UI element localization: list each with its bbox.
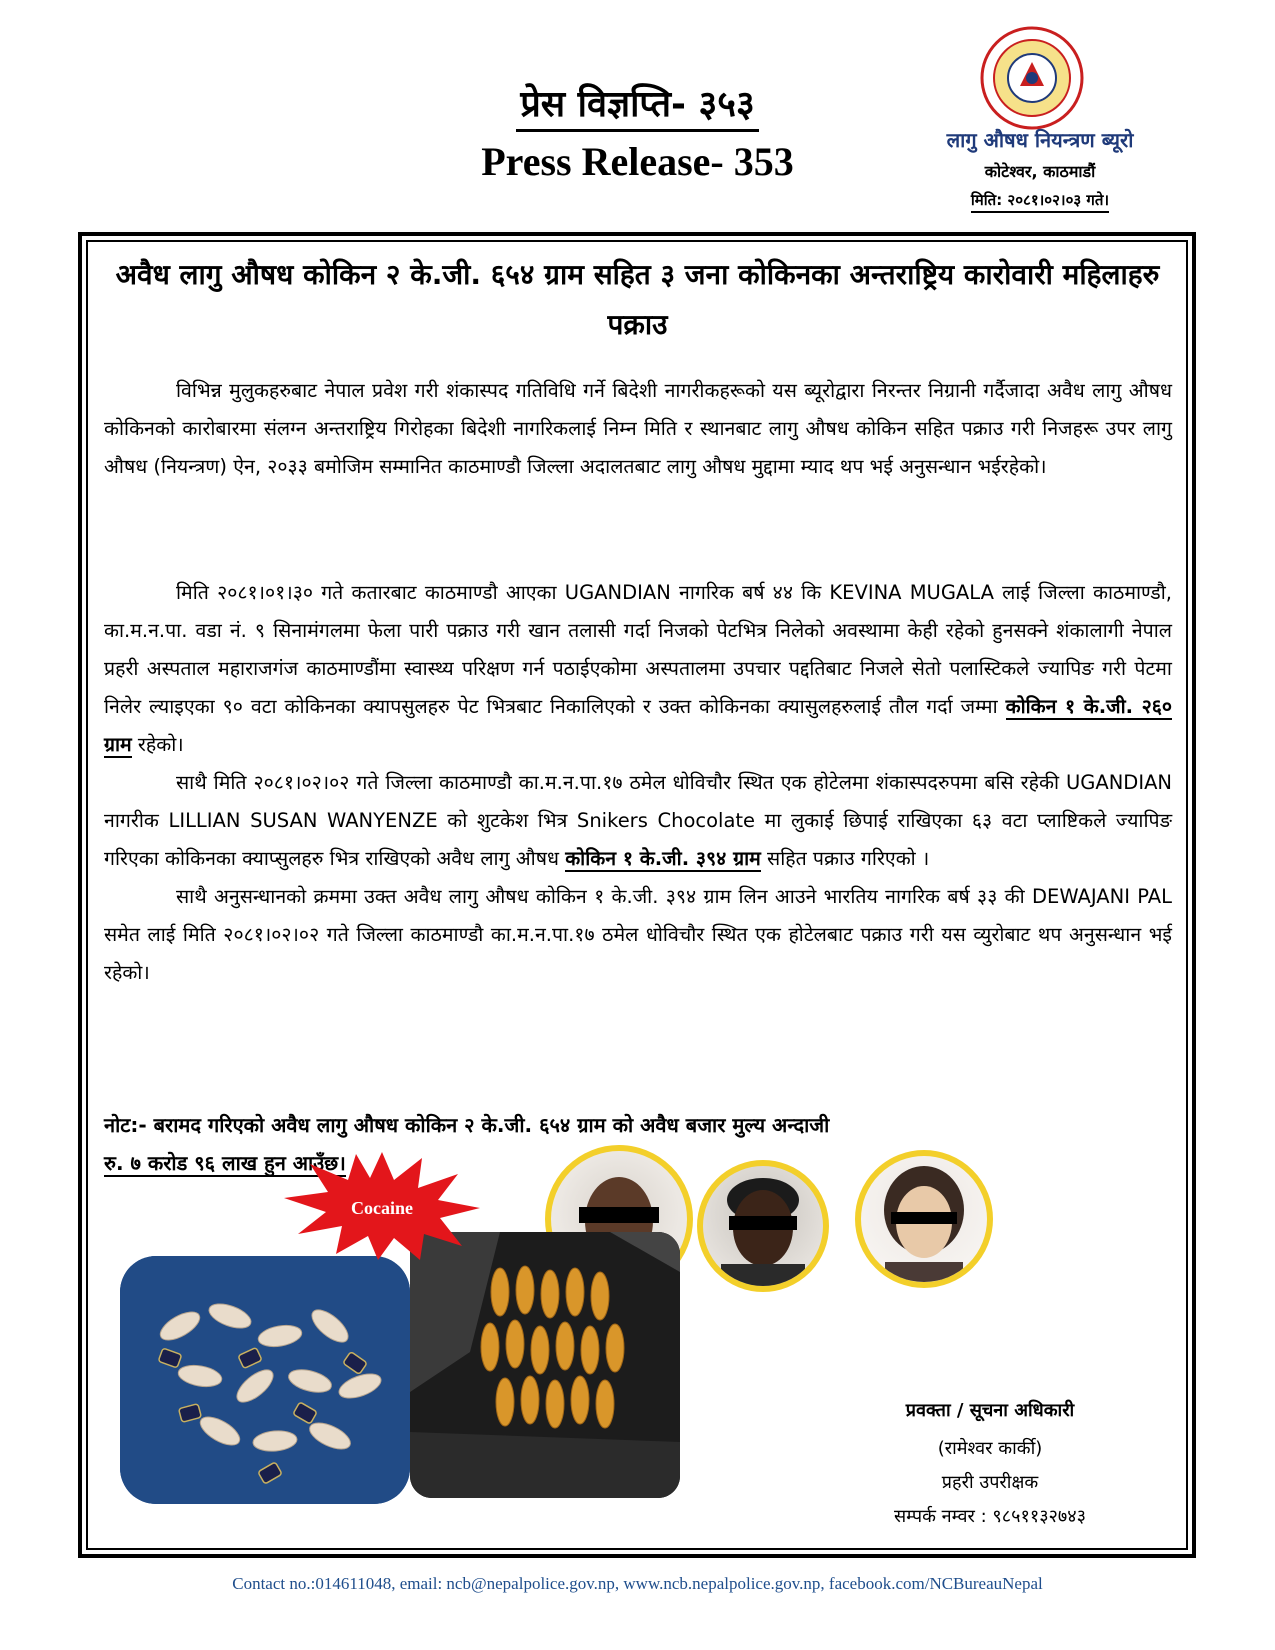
note-line-1: नोट:- बरामद गरिएको अवैध लागु औषध कोकिन २ के.जी. ६५४ ग्राम को अवैध बजार मुल्य अन्दाजी bbox=[104, 1113, 830, 1137]
seized-amount-2: कोकिन १ के.जी. ३९४ ग्राम bbox=[565, 847, 761, 870]
cocaine-starburst bbox=[282, 1150, 482, 1262]
body-intro bbox=[104, 372, 1172, 486]
note-line-2: रु. ७ करोड ९६ लाख हुन आउँछ। bbox=[104, 1151, 346, 1175]
press-release-title-english: Press Release- 353 bbox=[481, 139, 794, 184]
signatory-rank: प्रहरी उपरीक्षक bbox=[941, 1472, 1039, 1493]
footer-contact: Contact no.:014611048, email: ncb@nepalpolice.gov.np, www.ncb.nepalpolice.gov.np, facebook.com/NCBureauNepal bbox=[232, 1574, 1043, 1593]
seized-capsules-photo-1 bbox=[120, 1256, 410, 1504]
government-seal-logo bbox=[980, 26, 1084, 130]
suspect-photo-3 bbox=[855, 1150, 993, 1288]
paragraph-intro: विभिन्न मुलुकहरुबाट नेपाल प्रवेश गरी शंकास्पद गतिविधि गर्ने बिदेशी नागरीकहरूको यस ब्यूरोद्वारा निरन्तर निग्रानी गर्दैजादा अवैध लागु औषध कोकिनको कारोबारमा संलग्न अन्तराष्ट्रिय गिरोहका बिदेशी नागरिकलाई निम्न मिति र स्थानबाट लागु औषध कोकिन सहित पक्राउ गरी निजहरू उपर लागु औषध (नियन्त्रण) ऐन, २०३३ बमोजिम सम्मानित काठमाण्डौ जिल्ला अदालतबाट लागु औषध मुद्दामा म्याद थप भई अनुसन्धान भईरहेको। bbox=[104, 379, 1172, 478]
paragraph-case-2: साथै मिति २०८१।०२।०२ गते जिल्ला काठमाण्डौ का.म.न.पा.१७ ठमेल धोविचौर स्थित एक होटेलमा शंकास्पदरुपमा बसि रहेकी UGANDIAN नागरीक LILLIAN SUSAN WANYENZE को शुटकेश भित्र Snikers Chocolate मा लुकाई छिपाई राखिएका ६३ वटा प्लाष्टिकले ज्यापिङ गरिएका कोकिनका क्याप्सुलहरु भित्र राखिएको अवैध लागु औषध कोकिन १ के.जी. ३९४ ग्राम सहित पक्राउ गरिएको । bbox=[104, 771, 1172, 870]
office-name: लागु औषध नियन्त्रण ब्यूरो bbox=[946, 128, 1134, 152]
paragraph-case-1: मिति २०८१।०१।३० गते कतारबाट काठमाण्डौ आएका UGANDIAN नागरिक बर्ष ४४ कि KEVINA MUGALA लाई जिल्ला काठमाण्डौ, का.म.न.पा. वडा नं. ९ सिनामंगलमा फेला पारी पक्राउ गरी खान तलासी गर्दा निजको पेटभित्र निलेको अवस्थामा केही रहेको हुनसक्ने शंकालागी नेपाल प्रहरी अस्पताल महाराजगंज काठमाण्डौंमा स्वास्थ्य परिक्षण गर्न पठाईएकोमा अस्पतालमा उपचार पद्दतिबाट निजले सेतो पलास्टिकले ज्यापिङ गरी पेटमा निलेर ल्याइएका ९० वटा कोकिनका क्यापसुलहरु पेट भित्रबाट निकालिएको र उक्त कोकिनका क्यासुलहरुलाई तौल गर्दा जम्मा कोकिन १ के.जी. २६० ग्राम रहेको। bbox=[104, 581, 1172, 756]
signatory-role: प्रवक्ता / सूचना अधिकारी bbox=[905, 1400, 1075, 1421]
headline: अवैध लागु औषध कोकिन २ के.जी. ६५४ ग्राम सहित ३ जना कोकिनका अन्तराष्ट्रिय कारोवारी महिलाहरु पक्राउ bbox=[115, 258, 1160, 341]
signatory-name: (रामेश्वर कार्की) bbox=[937, 1438, 1043, 1459]
suspect-photo-2 bbox=[697, 1160, 829, 1292]
paragraph-case-3: साथै अनुसन्धानको क्रममा उक्त अवैध लागु औषध कोकिन १ के.जी. ३९४ ग्राम लिन आउने भारतिय नागरिक बर्ष ३३ की DEWAJANI PAL समेत लाई मिति २०८१।०२।०२ गते जिल्ला काठमाण्डौ का.म.न.पा.१७ ठमेल धोविचौर स्थित एक होटेलबाट पक्राउ गरी यस व्युरोबाट थप अनुसन्धान भई रहेको। bbox=[104, 885, 1172, 984]
signatory-phone: सम्पर्क नम्वर : ९८५११३२७४३ bbox=[894, 1506, 1086, 1527]
press-release-title-nepali: प्रेस विज्ञप्ति- ३५३ bbox=[0, 78, 1275, 127]
body-details bbox=[104, 574, 1172, 992]
office-address: कोटेश्वर, काठमाडौं bbox=[984, 162, 1096, 181]
release-date: मिति: २०८१।०२।०३ गते। bbox=[880, 190, 1200, 210]
seized-amount-1: कोकिन १ के.जी. २६० ग्राम bbox=[104, 695, 1172, 756]
seized-capsules-photo-2 bbox=[410, 1232, 680, 1498]
cocaine-label: Cocaine bbox=[351, 1198, 413, 1218]
